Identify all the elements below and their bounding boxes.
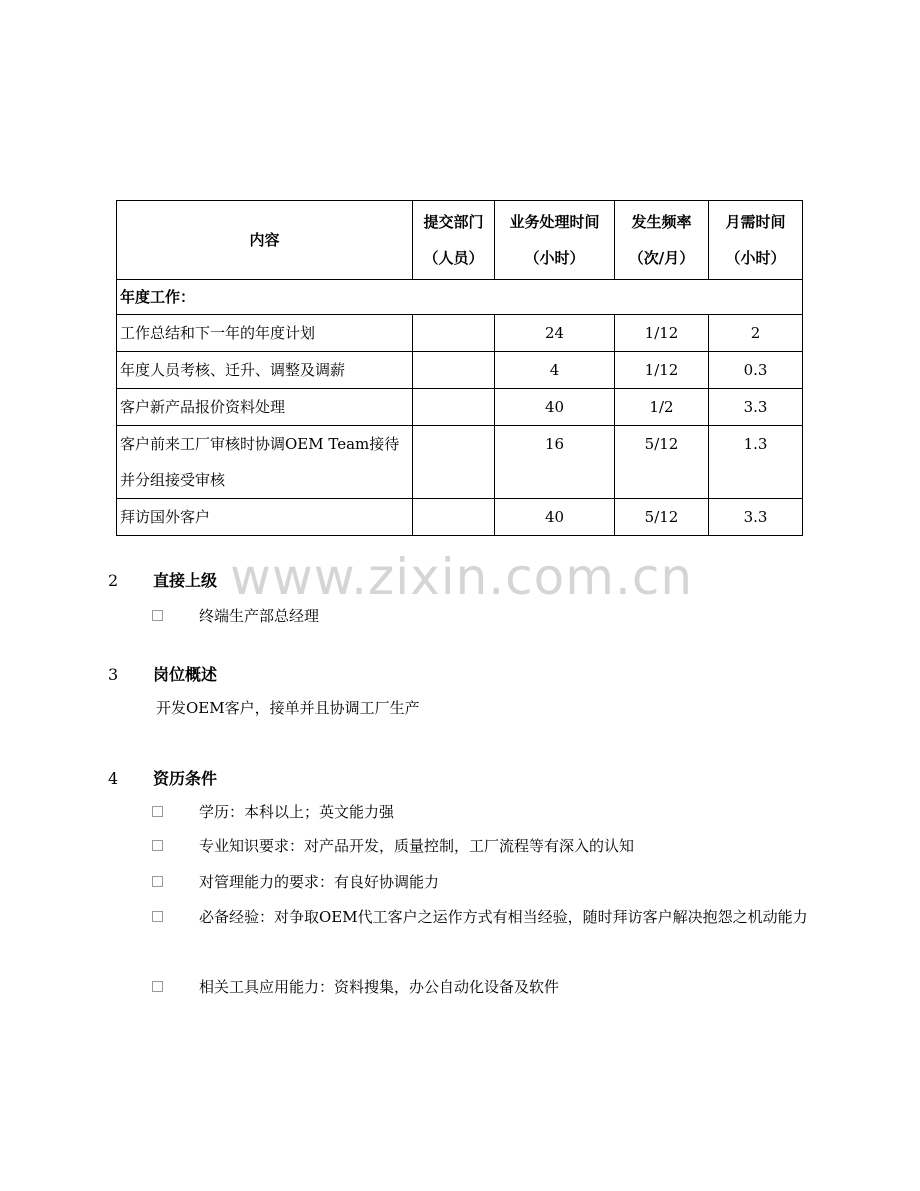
row-monthly: 0.3 <box>709 352 803 389</box>
list-item-text: 对管理能力的要求：有良好协调能力 <box>199 873 440 891</box>
row-freq: 1/12 <box>615 315 709 352</box>
row-dept <box>413 426 495 499</box>
row-dept <box>413 315 495 352</box>
row-desc: 工作总结和下一年的年度计划 <box>117 315 413 352</box>
table-row <box>117 315 803 352</box>
list-item-text: 专业知识要求：对产品开发，质量控制，工厂流程等有深入的认知 <box>199 837 635 855</box>
row-time: 24 <box>495 315 615 352</box>
checkbox-bullet-icon <box>152 911 163 922</box>
section-number: 4 <box>108 769 119 788</box>
row-desc: 客户新产品报价资料处理 <box>117 389 413 426</box>
table-row <box>117 426 803 499</box>
work-time-table <box>116 200 803 536</box>
table-section-row <box>117 280 803 315</box>
section-number: 2 <box>108 571 119 590</box>
row-monthly: 3.3 <box>709 499 803 536</box>
row-time: 40 <box>495 499 615 536</box>
row-freq: 1/2 <box>615 389 709 426</box>
section-annual-work: 年度工作： <box>117 280 803 315</box>
overview-paragraph: 开发OEM客户，接单并且协调工厂生产 <box>156 699 420 717</box>
header-frequency: 发生频率 （次/月） <box>615 201 709 280</box>
checkbox-bullet-icon <box>152 840 163 851</box>
row-dept <box>413 389 495 426</box>
checkbox-bullet-icon <box>152 876 163 887</box>
table-row <box>117 352 803 389</box>
list-item-text: 必备经验：对争取OEM代工客户之运作方式有相当经验，随时拜访客户解决抱怨之机动能力 <box>199 908 808 926</box>
row-monthly: 1.3 <box>709 426 803 499</box>
list-item <box>152 828 814 864</box>
section-title: 资历条件 <box>153 769 218 788</box>
table-row <box>117 499 803 536</box>
checkbox-bullet-icon <box>152 806 163 817</box>
table-row <box>117 389 803 426</box>
header-dept: 提交部门 （人员） <box>413 201 495 280</box>
table-header-row <box>117 201 803 280</box>
header-process-time: 业务处理时间 （小时） <box>495 201 615 280</box>
row-time: 16 <box>495 426 615 499</box>
row-time: 40 <box>495 389 615 426</box>
row-dept <box>413 499 495 536</box>
section-heading-2 <box>108 568 217 591</box>
section-number: 3 <box>108 665 119 684</box>
checkbox-bullet-icon <box>152 610 163 621</box>
row-desc: 年度人员考核、迁升、调整及调薪 <box>117 352 413 389</box>
row-time: 4 <box>495 352 615 389</box>
checkbox-bullet-icon <box>152 981 163 992</box>
row-monthly: 3.3 <box>709 389 803 426</box>
list-item-text: 相关工具应用能力：资料搜集，办公自动化设备及软件 <box>199 978 560 996</box>
header-monthly-time: 月需时间 （小时） <box>709 201 803 280</box>
watermark: www.zixin.com.cn <box>230 548 694 606</box>
list-item <box>152 864 814 900</box>
list-item <box>152 598 814 634</box>
header-content: 内容 <box>117 201 413 280</box>
section-title: 岗位概述 <box>153 665 218 684</box>
row-freq: 5/12 <box>615 426 709 499</box>
list-item <box>152 969 814 1005</box>
row-desc: 客户前来工厂审核时协调OEM Team接待并分组接受审核 <box>117 426 413 499</box>
list-item <box>152 794 814 830</box>
section-heading-4 <box>108 766 217 789</box>
list-item-text: 学历：本科以上；英文能力强 <box>199 803 395 821</box>
list-item <box>152 899 814 935</box>
row-freq: 5/12 <box>615 499 709 536</box>
row-freq: 1/12 <box>615 352 709 389</box>
list-item-text: 终端生产部总经理 <box>199 607 320 625</box>
row-monthly: 2 <box>709 315 803 352</box>
section-heading-3 <box>108 662 217 685</box>
row-desc: 拜访国外客户 <box>117 499 413 536</box>
section-title: 直接上级 <box>153 571 218 590</box>
row-dept <box>413 352 495 389</box>
